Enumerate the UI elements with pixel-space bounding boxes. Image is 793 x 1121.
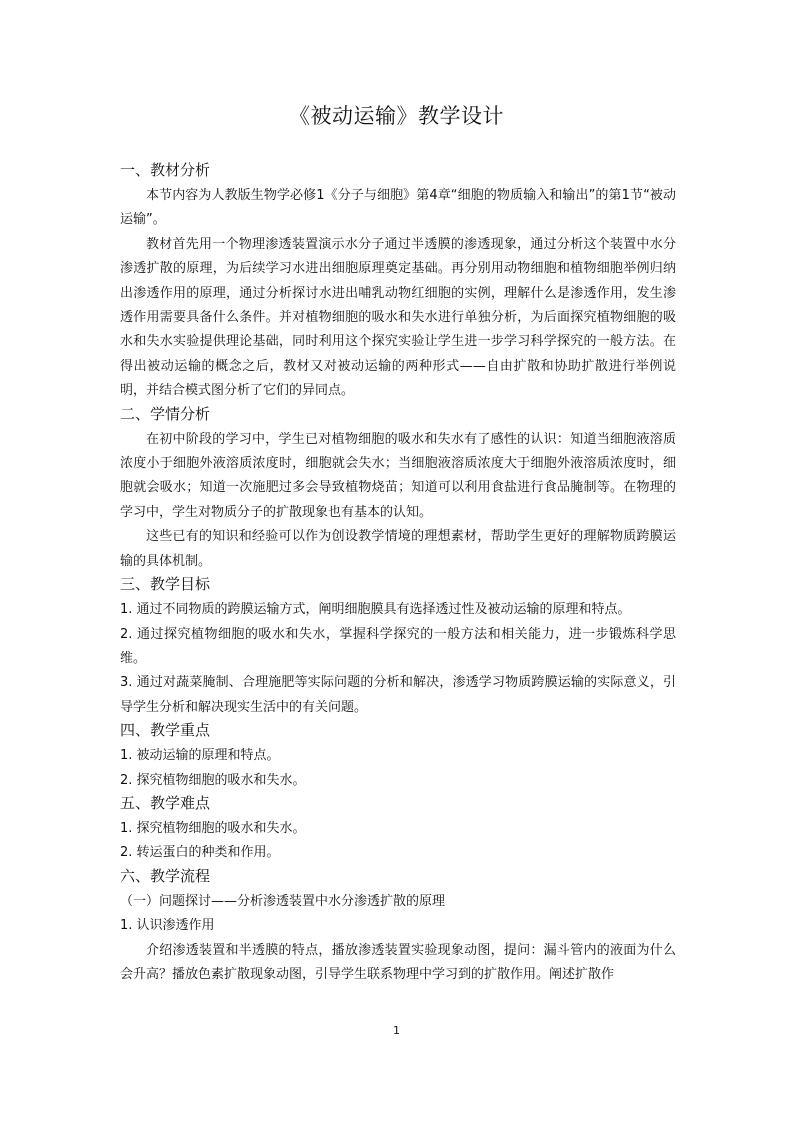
paragraph: 介绍渗透装置和半透膜的特点，播放渗透装置实验现象动图，提问：漏斗管内的液面为什么会升高？播放色素扩散现象动图，引导学生联系物理中学习到的扩散作用。阐述扩散作 (120, 942, 676, 982)
section-heading-learners: 二、学情分析 (120, 404, 211, 423)
page-number: 1 (393, 1024, 400, 1037)
paragraph: 本节内容为人教版生物学必修1《分子与细胞》第4章“细胞的物质输入和输出”的第1节“被动运输”。 (120, 188, 676, 228)
list-item: 2. 通过探究植物细胞的吸水和失水，掌握科学探究的一般方法和相关能力，进一步锻炼科学思维。 (120, 626, 676, 666)
section-heading-process: 六、教学流程 (120, 866, 211, 885)
list-item: 2. 探究植物细胞的吸水和失水。 (120, 772, 306, 788)
list-item: 1. 通过不同物质的跨膜运输方式，阐明细胞膜具有选择透过性及被动运输的原理和特点。 (120, 602, 631, 618)
paragraph: 在初中阶段的学习中，学生已对植物细胞的吸水和失水有了感性的认识：知道当细胞液溶质浓度小于细胞外液溶质浓度时，细胞就会失水；当细胞液溶质浓度大于细胞外液溶质浓度时，细胞就会吸水；知道一次施肥过多会导致植物烧苗；知道可以利用食盐进行食品腌制等。在物理的学习中，学生对物质分子的扩散现象也有基本的认知。 (120, 431, 676, 520)
section-heading-difficulties: 五、教学难点 (120, 793, 211, 812)
paragraph: 这些已有的知识和经验可以作为创设教学情境的理想素材，帮助学生更好的理解物质跨膜运输的具体机制。 (120, 529, 676, 569)
list-item: 1. 被动运输的原理和特点。 (120, 748, 280, 764)
list-item: 1. 探究植物细胞的吸水和失水。 (120, 820, 306, 836)
section-heading-materials: 一、教材分析 (120, 161, 211, 179)
section-heading-objectives: 三、教学目标 (120, 575, 211, 594)
document-body (120, 160, 676, 987)
subheading: 1. 认识渗透作用 (120, 918, 215, 934)
document-title: 《被动运输》教学设计 (289, 104, 504, 128)
list-item: 2. 转运蛋白的种类和作用。 (120, 845, 280, 861)
subheading: （一）问题探讨——分析渗透装置中水分渗透扩散的原理 (120, 893, 446, 909)
list-item: 3. 通过对蔬菜腌制、合理施肥等实际问题的分析和解决，渗透学习物质跨膜运输的实际意义，引导学生分析和解决现实生活中的有关问题。 (120, 675, 676, 715)
paragraph: 教材首先用一个物理渗透装置演示水分子通过半透膜的渗透现象，通过分析这个装置中水分渗透扩散的原理，为后续学习水进出细胞原理奠定基础。再分别用动物细胞和植物细胞举例归纳出渗透作用的原理，通过分析探讨水进出哺乳动物红细胞的实例，理解什么是渗透作用，发生渗透作用需要具备什么条件。并对植物细胞的吸水和失水进行单独分析，为后面探究植物细胞的吸水和失水实验提供理论基础，同时利用这个探究实验让学生进一步学习科学探究的一般方法。在得出被动运输的概念之后，教材又对被动运输的两种形式——自由扩散和协助扩散进行举例说明，并结合模式图分析了它们的异同点。 (120, 236, 676, 399)
section-heading-key-points: 四、教学重点 (120, 721, 211, 740)
